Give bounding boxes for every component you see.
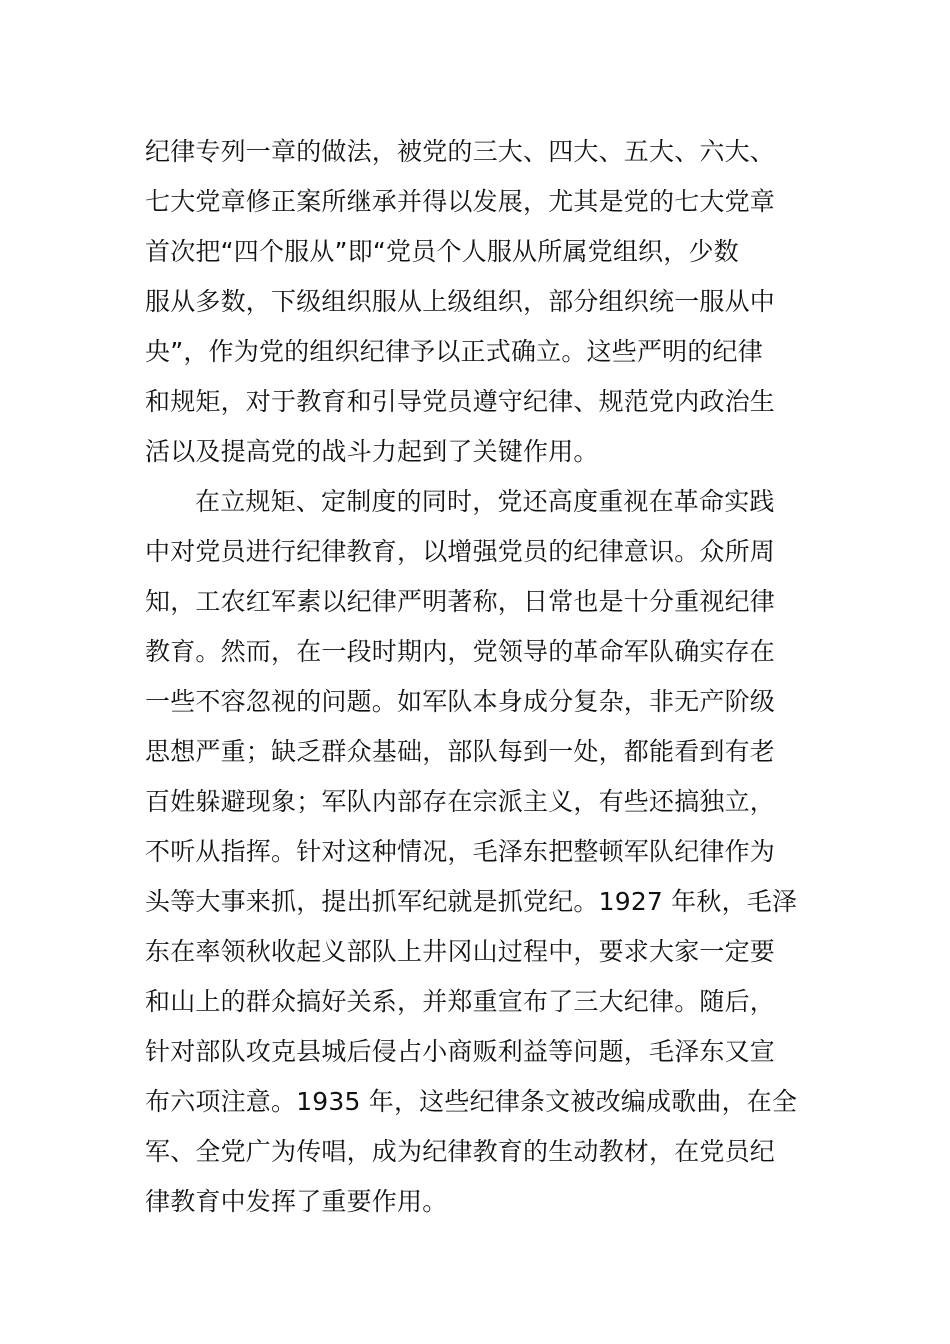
text-line: 军、全党广为传唱，成为纪律教育的生动教材，在党员纪 <box>145 1137 776 1166</box>
text-line: 央”，作为党的组织纪律予以正式确立。这些严明的纪律 <box>145 337 763 366</box>
text-line: 知，工农红军素以纪律严明著称，日常也是十分重视纪律 <box>145 587 776 616</box>
paragraph <box>145 477 810 1227</box>
text-line: 东在率领秋收起义部队上井冈山过程中，要求大家一定要 <box>145 937 776 966</box>
body-text <box>145 127 810 1227</box>
text-line: 一些不容忽视的问题。如军队本身成分复杂，非无产阶级 <box>145 687 776 716</box>
text-line: 头等大事来抓，提出抓军纪就是抓党纪。1927 年秋，毛泽 <box>145 887 798 916</box>
text-line: 中对党员进行纪律教育，以增强党员的纪律意识。众所周 <box>145 537 776 566</box>
text-line: 思想严重；缺乏群众基础，部队每到一处，都能看到有老 <box>145 737 776 766</box>
text-line: 教育。然而，在一段时期内，党领导的革命军队确实存在 <box>145 637 776 666</box>
text-line: 律教育中发挥了重要作用。 <box>145 1187 448 1216</box>
text-line: 不听从指挥。针对这种情况，毛泽东把整顿军队纪律作为 <box>145 837 776 866</box>
text-line: 布六项注意。1935 年，这些纪律条文被改编成歌曲，在全 <box>145 1087 798 1116</box>
text-line: 和山上的群众搞好关系，并郑重宣布了三大纪律。随后， <box>145 987 776 1016</box>
text-line: 和规矩，对于教育和引导党员遵守纪律、规范党内政治生 <box>145 387 776 416</box>
text-line: 纪律专列一章的做法，被党的三大、四大、五大、六大、 <box>145 137 776 166</box>
paragraph <box>145 127 810 477</box>
text-line: 百姓躲避现象；军队内部存在宗派主义，有些还搞独立， <box>145 787 776 816</box>
text-line: 服从多数，下级组织服从上级组织，部分组织统一服从中 <box>145 287 776 316</box>
text-line: 针对部队攻克县城后侵占小商贩利益等问题，毛泽东又宣 <box>145 1037 776 1066</box>
text-line: 七大党章修正案所继承并得以发展，尤其是党的七大党章 <box>145 187 776 216</box>
text-line: 活以及提高党的战斗力起到了关键作用。 <box>145 437 599 466</box>
text-line: 首次把“四个服从”即“党员个人服从所属党组织，少数 <box>145 237 739 266</box>
text-line: 在立规矩、定制度的同时，党还高度重视在革命实践 <box>195 487 775 516</box>
